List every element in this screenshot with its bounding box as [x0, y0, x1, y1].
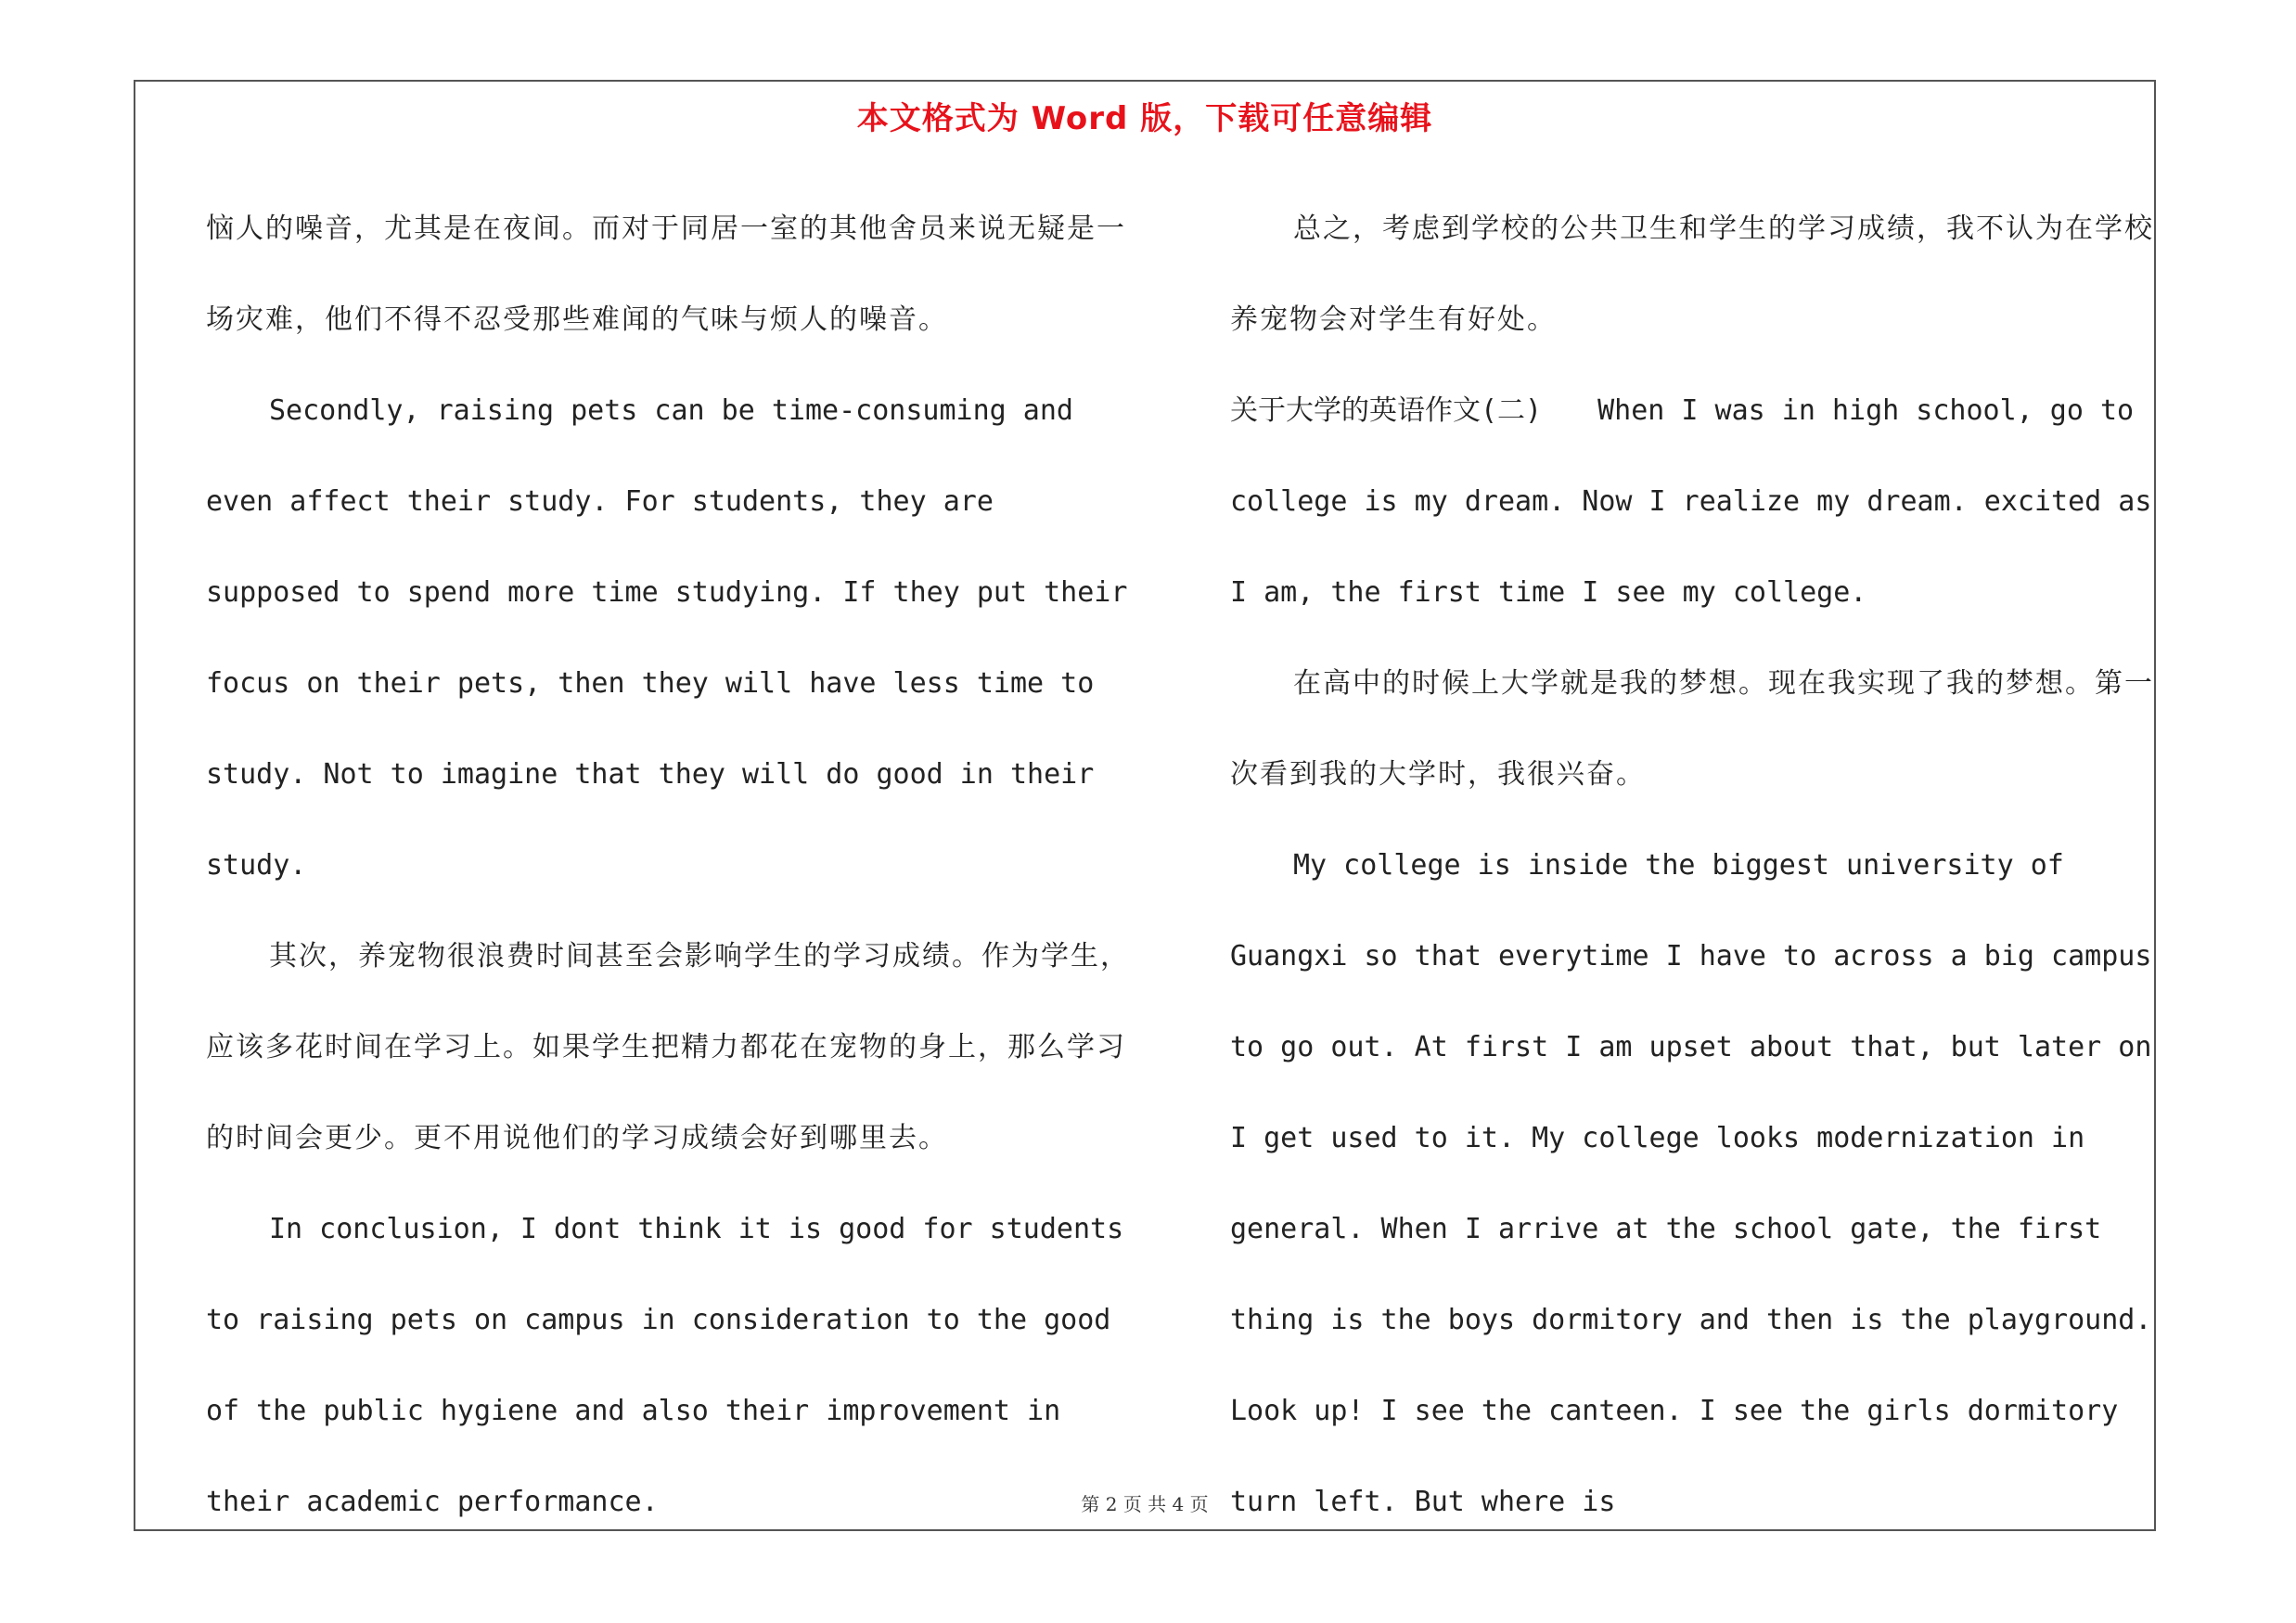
right-column [1230, 184, 2158, 1548]
page-frame [134, 80, 2156, 1531]
paragraph-essay-two-title: 关于大学的英语作文(二) When I was in high school, go to college is my dream. Now I realize my dream. excited as I am, the first time I see my college. [1230, 394, 2152, 609]
paragraph-chinese-conclusion: 总之，考虑到学校的公共卫生和学生的学习成绩，我不认为在学校养宠物会对学生有好处。 [1230, 213, 2154, 336]
paragraph-chinese-noise: 恼人的噪音，尤其是在夜间。而对于同居一室的其他舍员来说无疑是一场灾难，他们不得不忍受那些难闻的气味与烦人的噪音。 [206, 213, 1126, 336]
left-column [206, 184, 1134, 1548]
paragraph-secondly: Secondly, raising pets can be time-consuming and even affect their study. For students, they are supposed to spend more time studying. If they put their focus on their pets, then they will have less time to study. Not to imagine that they will do good in their study. [206, 394, 1128, 882]
paragraph-chinese-secondly: 其次，养宠物很浪费时间甚至会影响学生的学习成绩。作为学生，应该多花时间在学习上。如果学生把精力都花在宠物的身上，那么学习的时间会更少。更不用说他们的学习成绩会好到哪里去。 [206, 940, 1130, 1154]
paragraph-chinese-dream: 在高中的时候上大学就是我的梦想。现在我实现了我的梦想。第一次看到我的大学时，我很兴奋。 [1230, 667, 2154, 791]
paragraph-my-college: My college is inside the biggest university of Guangxi so that everytime I have to across a big campus to go out. At first I am upset about that, but later on I get used to it. My college looks modernization in general. When I arrive at the school gate, the first thing is the boys dormitory and then is the playground. Look up! I see the canteen. I see the girls dormitory turn left. But where is [1230, 849, 2152, 1518]
paragraph-conclusion: In conclusion, I dont think it is good for students to raising pets on campus in consideration to the good of the public hygiene and also their improvement in their academic performance. [206, 1213, 1124, 1518]
word-format-banner: 本文格式为 Word 版，下载可任意编辑 [856, 100, 1433, 137]
page-number: 第 2 页 共 4 页 [1081, 1493, 1209, 1515]
